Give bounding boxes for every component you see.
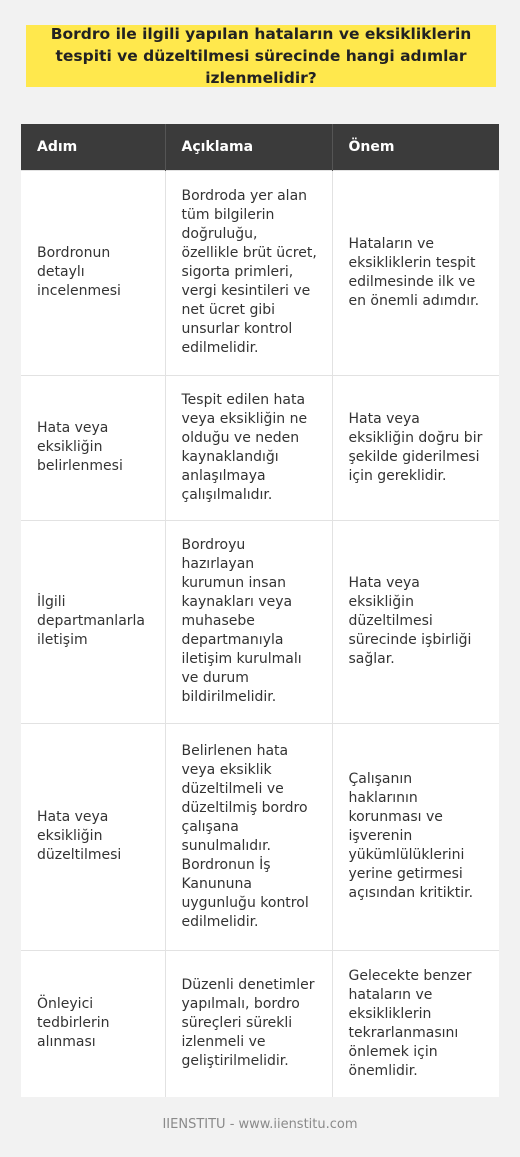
description-cell: Düzenli denetimler yapılmalı, bordro süreçleri sürekli izlenmeli ve geliştirilmelidir. — [165, 950, 332, 1097]
importance-cell: Hata veya eksikliğin doğru bir şekilde giderilmesi için gereklidir. — [332, 375, 499, 520]
description-cell: Tespit edilen hata veya eksikliğin ne olduğu ve neden kaynaklandığı anlaşılmaya çalışılmalıdır. — [165, 375, 332, 520]
description-cell: Bordroyu hazırlayan kurumun insan kaynakları veya muhasebe departmanıyla iletişim kurulmalı ve durum bildirilmelidir. — [165, 520, 332, 723]
description-cell: Belirlenen hata veya eksiklik düzeltilmeli ve düzeltilmiş bordro çalışana sunulmalıdır. Bordronun İş Kanununa uygunluğu kontrol edilmelidir. — [165, 723, 332, 950]
header-step: Adım — [21, 124, 165, 170]
table-row — [21, 520, 499, 723]
footer-credit: IIENSTITU - www.iienstitu.com — [162, 1117, 358, 1132]
title-banner — [26, 25, 496, 87]
importance-cell: Hata veya eksikliğin düzeltilmesi sürecinde işbirliği sağlar. — [332, 520, 499, 723]
step-cell: Hata veya eksikliğin düzeltilmesi — [21, 723, 165, 950]
step-cell: Bordronun detaylı incelenmesi — [21, 170, 165, 375]
importance-cell: Gelecekte benzer hataların ve eksikliklerin tekrarlanmasını önlemek için önemlidir. — [332, 950, 499, 1097]
table-row — [21, 950, 499, 1097]
step-cell: Önleyici tedbirlerin alınması — [21, 950, 165, 1097]
importance-cell: Çalışanın haklarının korunması ve işverenin yükümlülüklerini yerine getirmesi açısından kritiktir. — [332, 723, 499, 950]
page-title: Bordro ile ilgili yapılan hataların ve eksikliklerin tespiti ve düzeltilmesi sürecinde hangi adımlar izlenmelidir? — [50, 25, 472, 87]
header-importance: Önem — [332, 124, 499, 170]
steps-table — [21, 124, 499, 1097]
description-cell: Bordroda yer alan tüm bilgilerin doğruluğu, özellikle brüt ücret, sigorta primleri, vergi kesintileri ve net ücret gibi unsurlar kontrol edilmelidir. — [165, 170, 332, 375]
table-row — [21, 170, 499, 375]
header-description: Açıklama — [165, 124, 332, 170]
table-row — [21, 723, 499, 950]
table-row — [21, 375, 499, 520]
step-cell: İlgili departmanlarla iletişim — [21, 520, 165, 723]
importance-cell: Hataların ve eksikliklerin tespit edilmesinde ilk ve en önemli adımdır. — [332, 170, 499, 375]
step-cell: Hata veya eksikliğin belirlenmesi — [21, 375, 165, 520]
table-header-row — [21, 124, 499, 170]
